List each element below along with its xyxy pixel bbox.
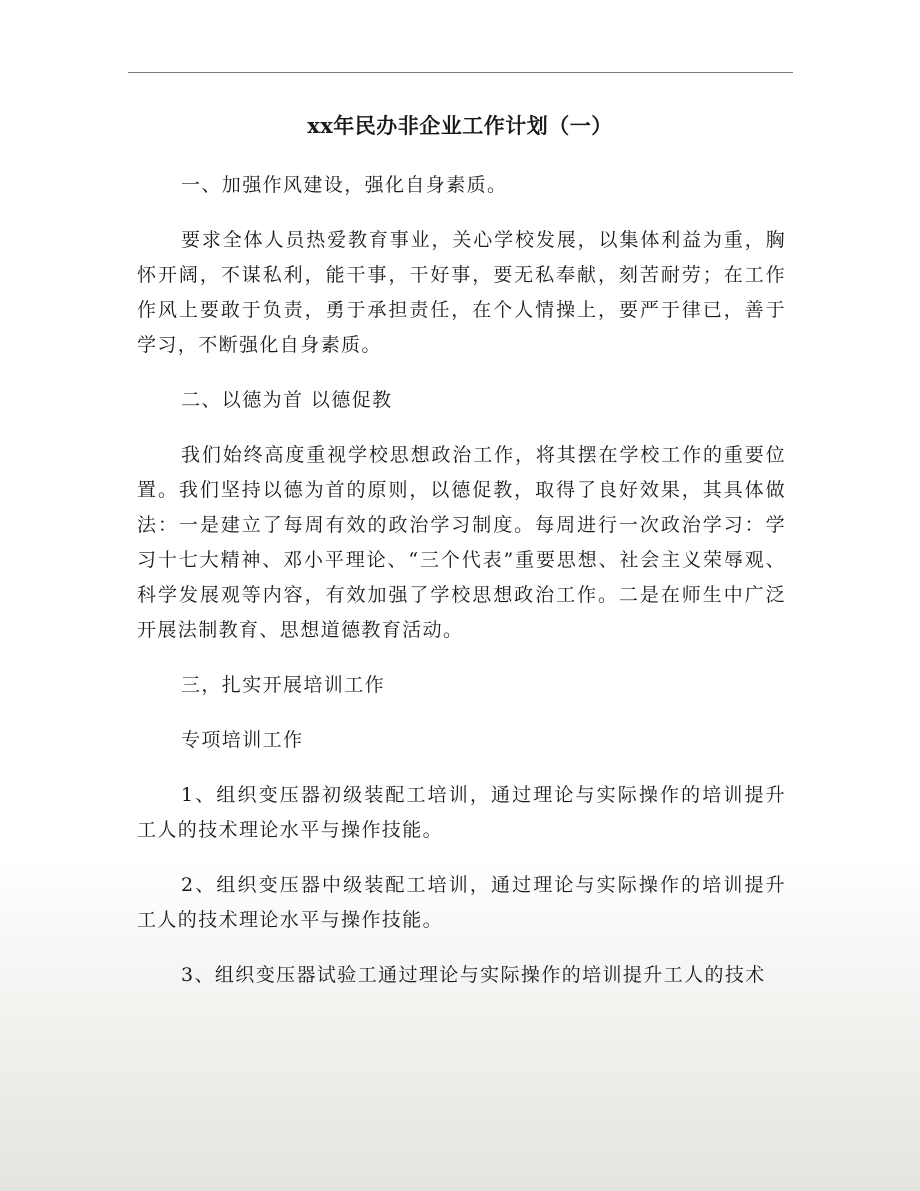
list-item-training-3: 3、组织变压器试验工通过理论与实际操作的培训提升工人的技术 [181,964,766,986]
section-heading-1: 一、加强作风建设，强化自身素质。 [181,174,508,196]
document-body [137,168,786,1013]
list-item-training-1: 1、组织变压器初级装配工培训，通过理论与实际操作的培训提升工人的技术理论水平与操作技能。 [137,784,786,841]
section-heading-3: 三，扎实开展培训工作 [181,674,386,696]
subheading-special-training: 专项培训工作 [181,729,304,751]
paragraph-moral-education: 我们始终高度重视学校思想政治工作，将其摆在学校工作的重要位置。我们坚持以德为首的原则，以德促教，取得了良好效果，其具体做法：一是建立了每周有效的政治学习制度。每周进行一次政治学习：学习十七大精神、邓小平理论、“三个代表”重要思想、社会主义荣辱观、科学发展观等内容，有效加强了学校思想政治工作。二是在师生中广泛开展法制教育、思想道德教育活动。 [137,444,786,641]
list-item-training-2: 2、组织变压器中级装配工培训，通过理论与实际操作的培训提升工人的技术理论水平与操作技能。 [137,874,786,931]
header-rule [128,72,793,73]
section-heading-2: 二、以德为首 以德促教 [181,389,393,411]
paragraph-work-style: 要求全体人员热爱教育事业，关心学校发展，以集体利益为重，胸怀开阔，不谋私利，能干事，干好事，要无私奉献，刻苦耐劳；在工作作风上要敢于负责，勇于承担责任，在个人情操上，要严于律已，善于学习，不断强化自身素质。 [137,229,786,356]
document-title: xx年民办非企业工作计划（一） [307,113,613,138]
